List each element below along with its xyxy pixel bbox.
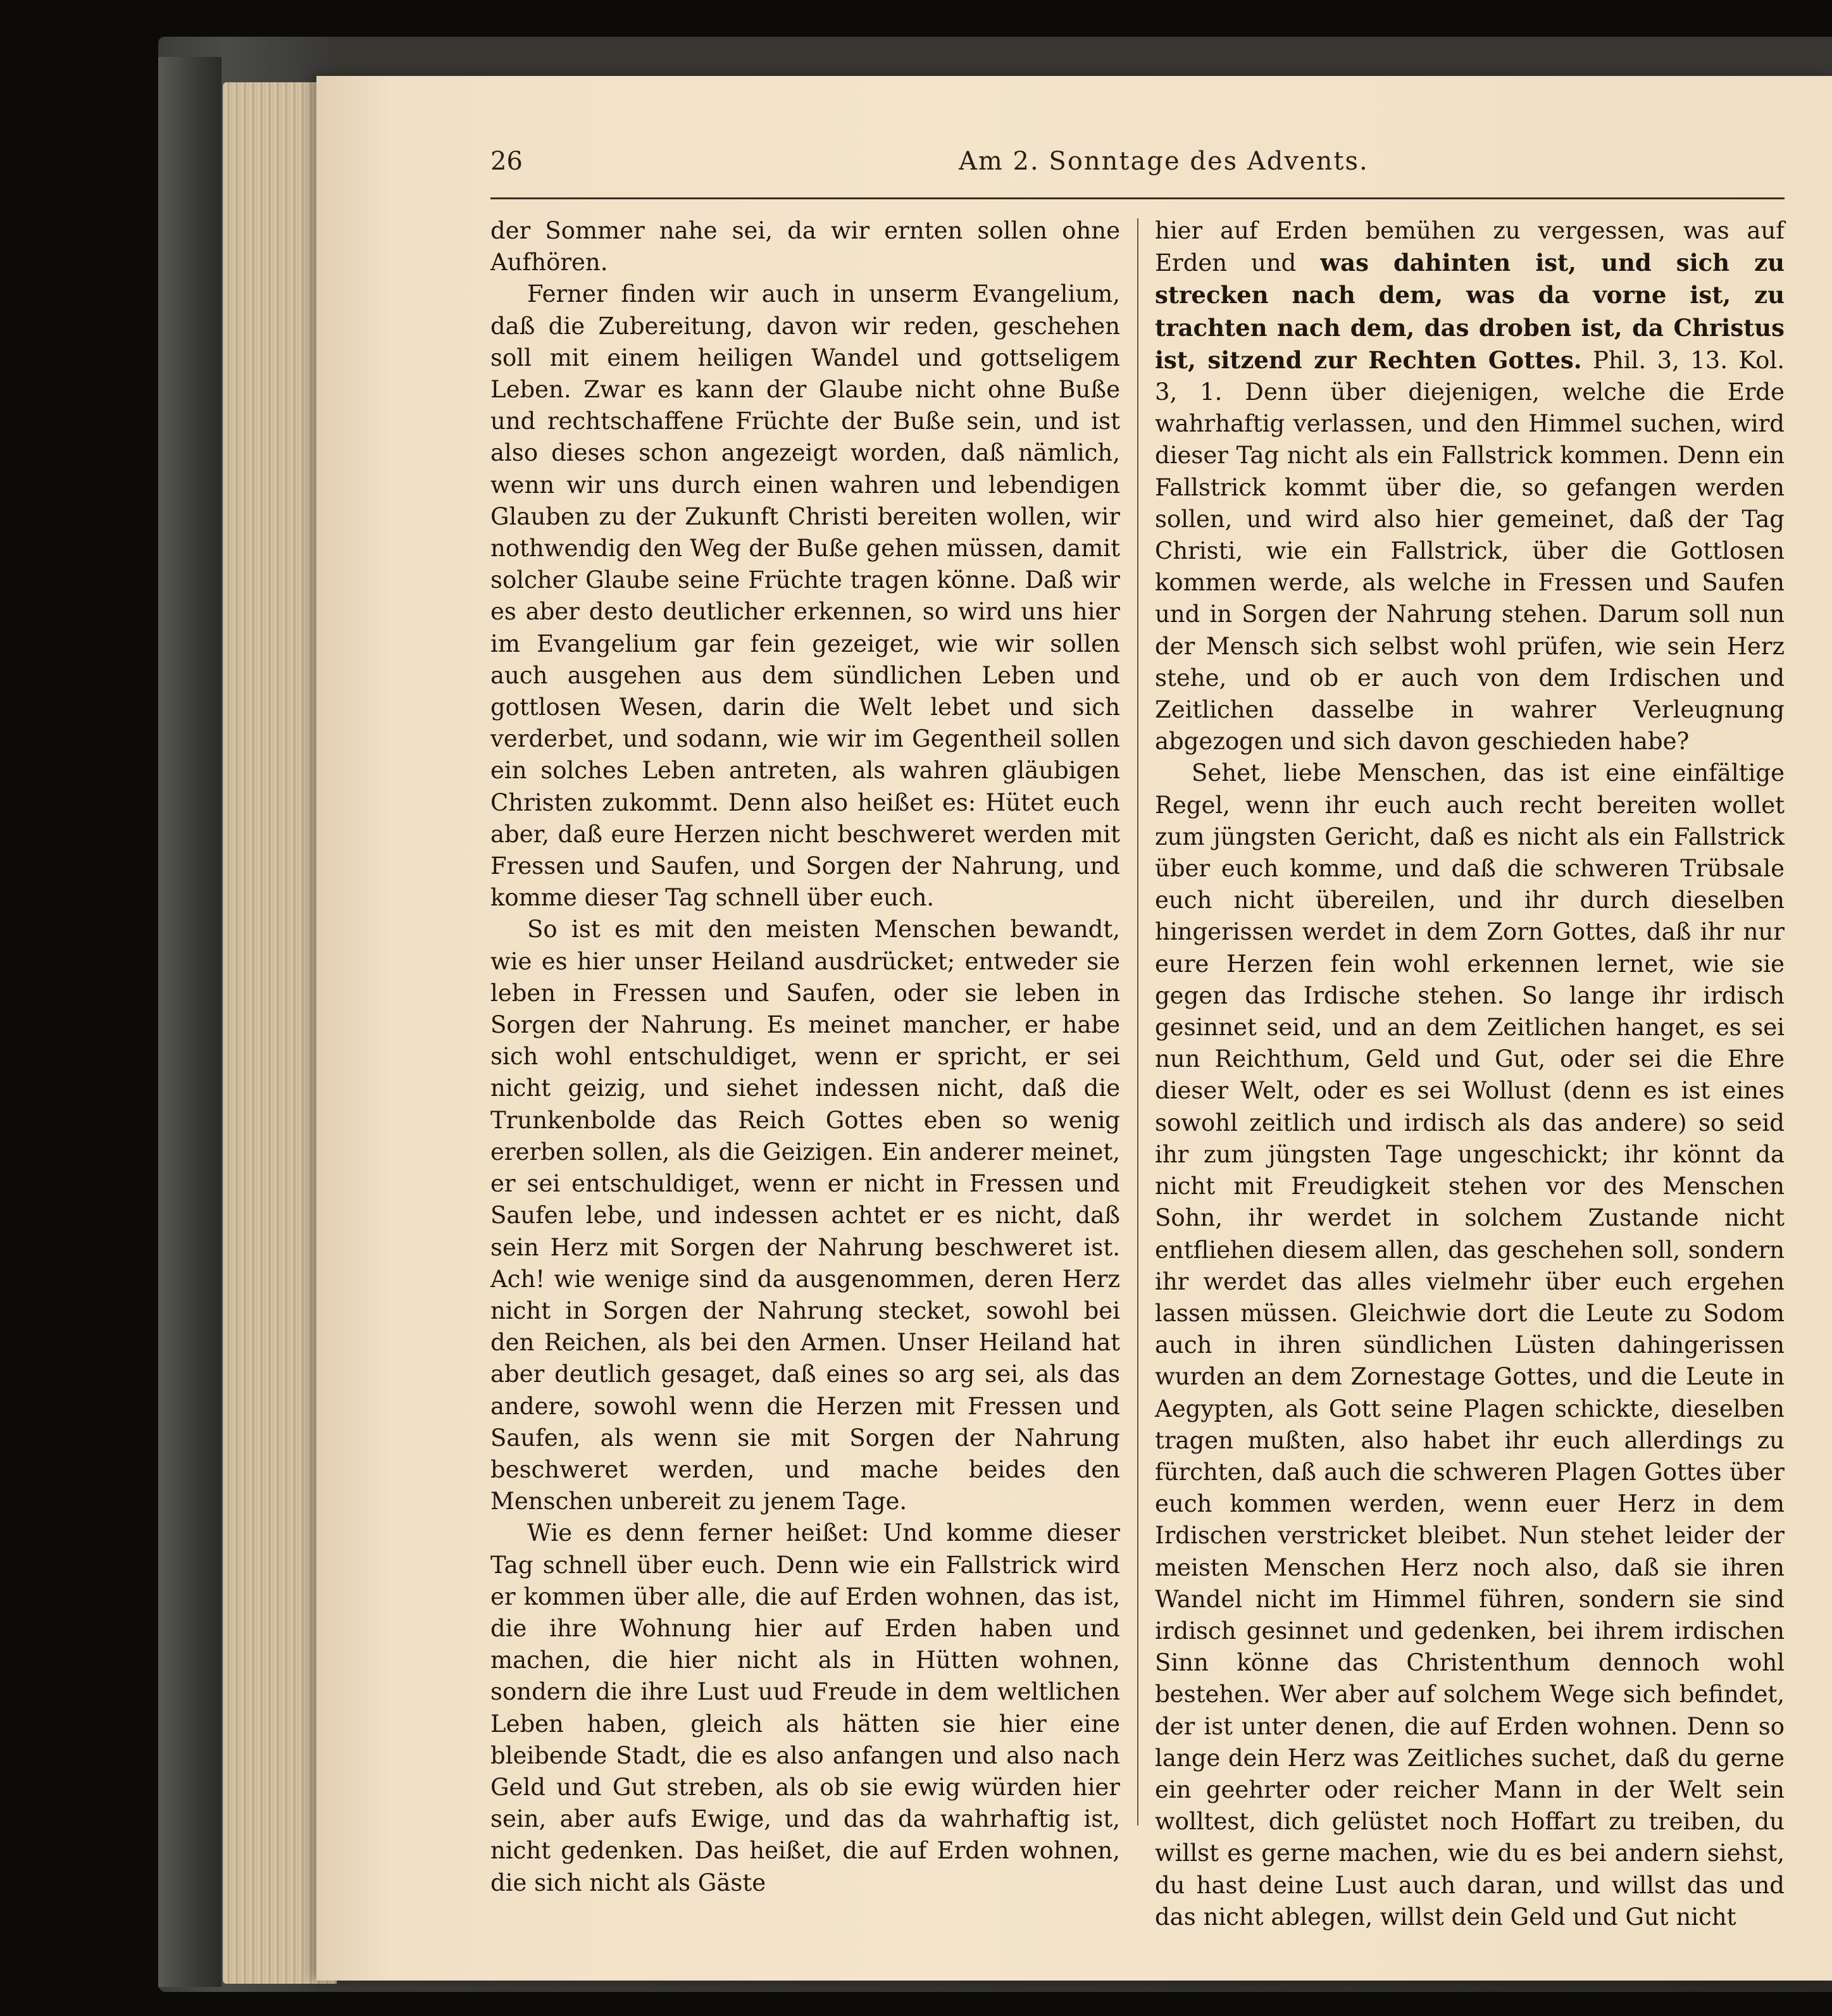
paragraph: Sehet, liebe Menschen, das ist eine einfältige Regel, wenn ihr euch auch recht bereiten wollet zum jüngsten Gericht, daß es nicht als ein Fallstrick über euch komme, und daß die schweren Trübsale euch nicht übereilen, und ihr durch dieselben hingerissen werdet in dem Zorn Gottes, daß ihr nur eure Herzen fein wohl erkennen lernet, wie sie gegen das Irdische stehen. So lange ihr irdisch gesinnet seid, und an dem Zeitlichen hanget, es sei nun Reichthum, Geld und Gut, oder sei die Ehre dieser Welt, oder es sei Wollust (denn es ist eines sowohl zeitlich und irdisch als das andere) so seid ihr zum jüngsten Tage ungeschickt; ihr könnt da nicht mit Freudigkeit stehen vor des Menschen Sohn, ihr werdet in solchem Zustande nicht entfliehen diesem allen, das geschehen soll, sondern ihr werdet das alles vielmehr über euch ergehen lassen müssen. Gleichwie dort die Leute zu Sodom auch in ihren sündlichen Lüsten dahingerissen wurden an dem Zornestage Gottes, und die Leute in Aegypten, als Gott seine Plagen schickte, dieselben tragen mußten, also habet ihr euch allerdings zu fürchten, daß auch die schweren Plagen Gottes über euch kommen werden, wenn euer Herz in dem Irdischen verstricket bleibet. Nun stehet leider der meisten Menschen Herz noch also, daß sie ihren Wandel nicht im Himmel führen, sondern sie sind irdisch gesinnet und gedenken, bei ihrem irdischen Sinn könne das Christenthum dennoch wohl bestehen. Wer aber auf solchem Wege sich befindet, der ist unter denen, die auf Erden wohnen. Denn so lange dein Herz was Zeitliches suchet, daß du gerne ein geehrter oder reicher Mann in der Welt sein wolltest, dich gelüstet noch Hoffart zu treiben, du willst es gerne machen, wie du es bei andern siehst, du hast deine Lust auch daran, und willst das und das nicht ablegen, willst dein Geld und Gut nicht — [1155, 759, 1785, 1931]
right-column — [1155, 215, 1785, 1931]
running-title: Am 2. Sonntage des Advents. — [959, 147, 1369, 176]
paragraph: So ist es mit den meisten Menschen bewandt, wie es hier unser Heiland ausdrücket; entweder sie leben in Fressen und Saufen, oder sie leben in Sorgen der Nahrung. Es meinet mancher, er habe sich wohl entschuldiget, wenn er spricht, er sei nicht geizig, und siehet indessen nicht, daß die Trunkenbolde das Reich Gottes eben so wenig ererben sollen, als die Geizigen. Ein anderer meinet, er sei entschuldiget, wenn er nicht in Fressen und Saufen lebe, und indessen achtet er es nicht, daß sein Herz mit Sorgen der Nahrung beschweret ist. Ach! wie wenige sind da ausgenommen, deren Herz nicht in Sorgen der Nahrung stecket, sowohl bei den Reichen, als bei den Armen. Unser Heiland hat aber deutlich gesaget, daß eines so arg sei, als das andere, sowohl wenn die Herzen mit Fressen und Saufen, als wenn sie mit Sorgen der Nahrung beschweret werden, und mache beides den Menschen unbereit zu jenem Tage. — [490, 916, 1120, 1515]
bold-quotation: was dahinten ist, und sich zu strecken nach dem, was da vorne ist, zu trachten nach dem, das droben ist, da Christus ist, sitzend zur Rechten Gottes. — [1155, 249, 1785, 374]
text-run: Phil. 3, 13. Kol. 3, 1. Denn über diejenigen, welche die Erde wahrhaftig verlassen, und den Himmel suchen, wird dieser Tag nicht als ein Fallstrick kommen. Denn ein Fallstrick kommt über die, so gefangen werden sollen, und wird also hier gemeinet, daß der Tag Christi, wie ein Fallstrick, über die Gottlosen kommen werde, als welche in Fressen und Saufen und in Sorgen der Nahrung stehen. Darum soll nun der Mensch sich selbst wohl prüfen, wie sein Herz stehe, und ob er auch von dem Irdischen und Zeitlichen dasselbe in wahrer Verleugnung abgezogen und sich davon geschieden habe? — [1155, 346, 1785, 756]
paragraph: Ferner finden wir auch in unserm Evangelium, daß die Zubereitung, davon wir reden, geschehen soll mit einem heiligen Wandel und gottseligem Leben. Zwar es kann der Glaube nicht ohne Buße und rechtschaffene Früchte der Buße sein, und ist also dieses schon angezeigt worden, daß nämlich, wenn wir uns durch einen wahren und lebendigen Glauben zu der Zukunft Christi bereiten wollen, wir nothwendig den Weg der Buße gehen müssen, damit solcher Glaube seine Früchte tragen könne. Daß wir es aber desto deutlicher erkennen, so wird uns hier im Evangelium gar fein gezeiget, wie wir sollen auch ausgehen aus dem sündlichen Leben und gottlosen Wesen, darin die Welt lebet und sich verderbet, und sodann, wie wir im Gegentheil sollen ein solches Leben antreten, als wahren gläubigen Christen zukommt. Denn also heißet es: Hütet euch aber, daß eure Herzen nicht beschweret werden mit Fressen und Saufen, und Sorgen der Nahrung, und komme dieser Tag schnell über euch. — [490, 280, 1120, 912]
paragraph: der Sommer nahe sei, da wir ernten sollen ohne Aufhören. — [490, 217, 1120, 277]
column-divider — [1137, 218, 1138, 1826]
text-run: hier auf Erden bemühen zu vergessen, was auf Erden und — [1155, 217, 1785, 277]
paragraph: Wie es denn ferner heißet: Und komme dieser Tag schnell über euch. Denn wie ein Fallstrick wird er kommen über alle, die auf Erden wohnen, das ist, die ihre Wohnung hier auf Erden haben und machen, die hier nicht als in Hütten wohnen, sondern die ihre Lust uud Freude in dem weltlichen Leben haben, gleich als hätten sie hier eine bleibende Stadt, die es also anfangen und also nach Geld und Gut streben, als ob sie ewig würden hier sein, aber aufs Ewige, und das da wahrhaftig ist, nicht gedenken. Das heißet, die auf Erden wohnen, die sich nicht als Gäste — [490, 1519, 1120, 1896]
page-number: 26 — [490, 147, 523, 176]
paragraph — [1155, 215, 1785, 757]
left-column — [490, 215, 1120, 1896]
header-rule — [490, 197, 1785, 199]
book-spine — [158, 57, 221, 1987]
page-header — [490, 147, 1785, 185]
